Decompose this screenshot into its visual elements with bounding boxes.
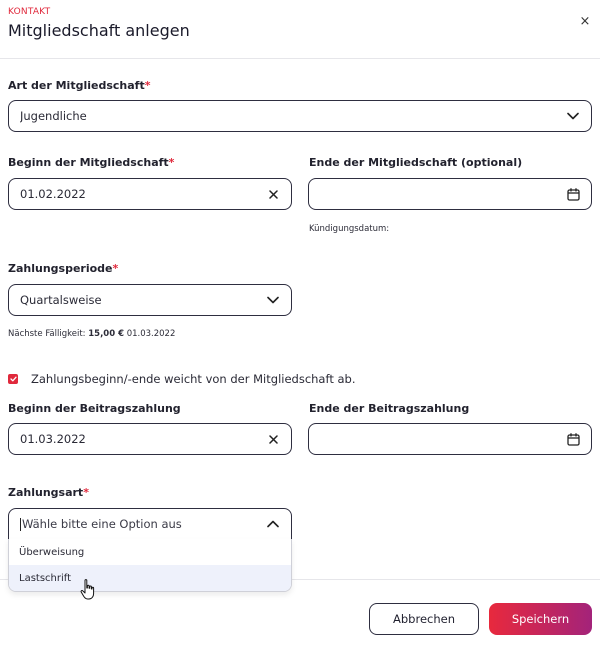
deviation-checkbox-label: Zahlungsbeginn/-ende weicht von der Mitgliedschaft ab.: [31, 372, 356, 386]
payment-start-label: Beginn der Beitragszahlung: [8, 402, 181, 415]
membership-start-value: 01.02.2022: [20, 187, 86, 201]
clear-icon[interactable]: [266, 432, 280, 446]
payment-end-input[interactable]: [308, 423, 592, 455]
option-lastschrift[interactable]: Lastschrift: [9, 565, 291, 591]
calendar-icon[interactable]: [566, 187, 580, 201]
payment-method-placeholder: Wähle bitte eine Option aus: [22, 517, 182, 531]
membership-start-input[interactable]: [8, 178, 292, 210]
option-ueberweisung[interactable]: Überweisung: [19, 546, 85, 558]
payment-period-select[interactable]: [8, 284, 292, 316]
membership-type-value: Jugendliche: [20, 109, 87, 123]
chevron-down-icon: [566, 109, 580, 123]
next-due-hint: Nächste Fälligkeit: 15,00 € 01.03.2022: [8, 329, 176, 339]
payment-period-value: Quartalsweise: [20, 293, 102, 307]
payment-start-value: 01.03.2022: [20, 432, 86, 446]
membership-start-label: Beginn der Mitgliedschaft*: [8, 156, 175, 169]
chevron-up-icon: [266, 517, 280, 531]
membership-end-label: Ende der Mitgliedschaft (optional): [309, 156, 523, 169]
membership-type-select[interactable]: [8, 100, 592, 132]
payment-end-label: Ende der Beitragszahlung: [309, 402, 470, 415]
dialog-title: Mitgliedschaft anlegen: [8, 21, 190, 40]
section-eyebrow: KONTAKT: [8, 7, 51, 17]
clear-icon[interactable]: [266, 187, 280, 201]
hand-cursor-icon: [79, 578, 99, 602]
text-caret: [20, 518, 21, 531]
payment-method-select[interactable]: [8, 508, 292, 540]
payment-start-input[interactable]: [8, 423, 292, 455]
payment-method-options: [8, 539, 292, 592]
payment-period-label: Zahlungsperiode*: [8, 262, 119, 275]
payment-method-label: Zahlungsart*: [8, 486, 89, 499]
cancel-button[interactable]: Abbrechen: [369, 603, 479, 635]
calendar-icon[interactable]: [566, 432, 580, 446]
deviation-checkbox-row[interactable]: [8, 372, 356, 386]
membership-type-label: Art der Mitgliedschaft*: [8, 79, 151, 92]
membership-end-input[interactable]: [308, 178, 592, 210]
chevron-down-icon: [266, 293, 280, 307]
save-button[interactable]: Speichern: [489, 603, 592, 635]
deviation-checkbox[interactable]: [8, 374, 18, 384]
cancellation-date-hint: Kündigungsdatum:: [309, 224, 390, 234]
header-divider: [0, 58, 600, 59]
close-icon[interactable]: ×: [579, 14, 591, 29]
